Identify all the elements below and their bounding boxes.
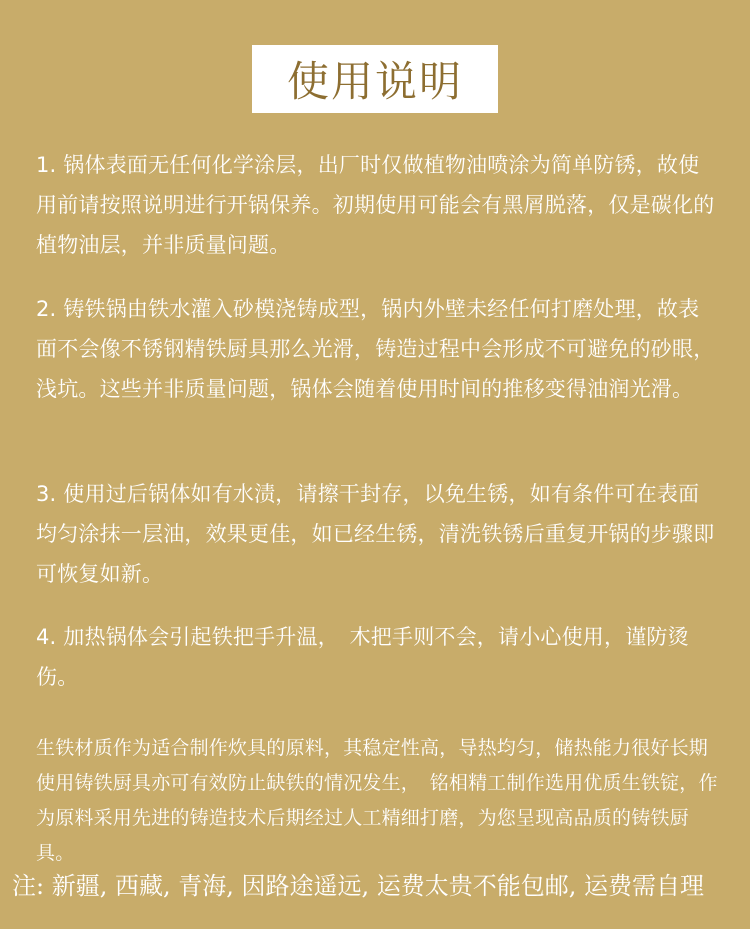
page-title-box [252,45,498,113]
shipping-note: 注: 新疆, 西藏, 青海, 因路途遥远, 运费太贵不能包邮, 运费需自理 [12,872,705,900]
instruction-paragraph-3: 3. 使用过后锅体如有水渍，请擦干封存，以免生锈，如有条件可在表面均匀涂抹一层油，效果更佳，如已经生锈，清洗铁锈后重复开锅的步骤即可恢复如新。 [36,482,715,586]
instruction-paragraph-2: 2. 铸铁锅由铁水灌入砂模浇铸成型，锅内外壁未经任何打磨处理，故表面不会像不锈钢精铁厨具那么光滑，铸造过程中会形成不可避免的砂眼，浅坑。这些并非质量问题，锅体会随着使用时间的推移变得油润光滑。 [36,297,715,401]
material-description-paragraph: 生铁材质作为适合制作炊具的原料，其稳定性高，导热均匀，储热能力很好长期使用铸铁厨具亦可有效防止缺铁的情况发生， 铭相精工制作选用优质生铁锭，作为原料采用先进的铸造技术后期经过人工精细打磨，为您呈现高品质的铸铁厨具。 [36,737,718,864]
page-title: 使用说明 [286,57,463,106]
instruction-paragraph-1: 1. 锅体表面无任何化学涂层，出厂时仅做植物油喷涂为简单防锈，故使用前请按照说明进行开锅保养。初期使用可能会有黑屑脱落，仅是碳化的植物油层，并非质量问题。 [36,153,715,257]
instruction-paragraph-4: 4. 加热锅体会引起铁把手升温， 木把手则不会，请小心使用，谨防烫伤。 [36,625,689,689]
